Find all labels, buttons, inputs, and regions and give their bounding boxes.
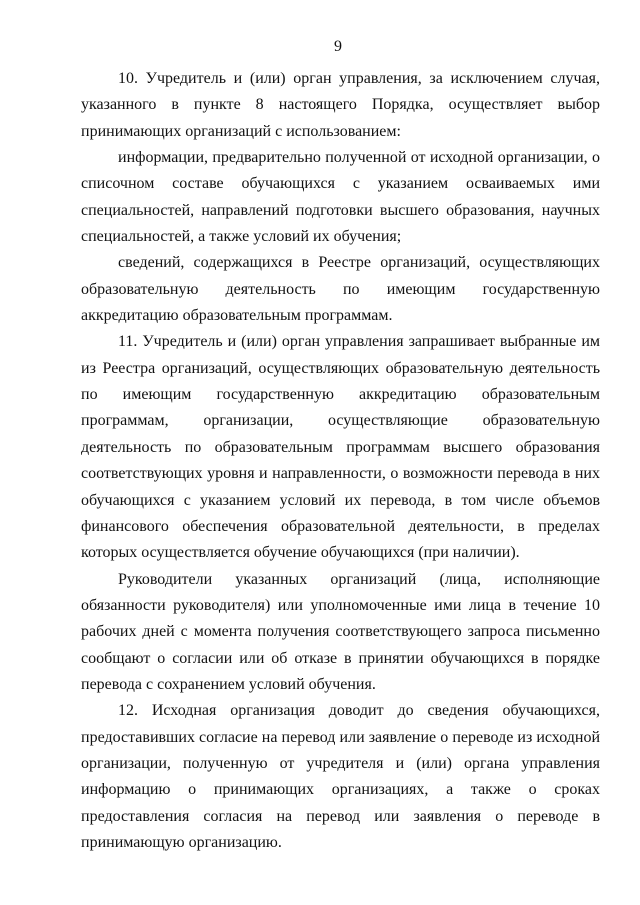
paragraph-item-11: 11. Учредитель и (или) орган управления запрашивает выбранные им из Реестра организаций, осуществляющих образовательную деятельность по имеющим государственную аккредитацию образовательным программам, организации, осуществляющие образовательную деятельность по образовательным программам высшего образования соответствующих уровня и направленности, о возможности перевода в них обучающихся с указанием условий их перевода, в том числе объемов финансового обеспечения образовательной деятельности, в пределах которых осуществляется обучение обучающихся (при наличии). [81, 333, 600, 562]
paragraph-source-info: информации, предварительно полученной от исходной организации, о списочном составе обучающихся с указанием осваиваемых ими специальностей, направлений подготовки высшего образования, научных специальностей, а также условий их обучения; [81, 149, 600, 246]
paragraph-registry-info: сведений, содержащихся в Реестре организаций, осуществляющих образовательную деятельность по имеющим государственную аккредитацию образовательным программам. [81, 254, 600, 325]
page-number: 9 [334, 38, 342, 55]
paragraph-item-12: 12. Исходная организация доводит до сведения обучающихся, предоставивших согласие на перевод или заявление о переводе из исходной организации, полученную от учредителя и (или) органа управления информацию о принимающих организациях, а также о сроках предоставления согласия на перевод или заявления о переводе в принимающую организацию. [81, 702, 600, 851]
document-body [81, 66, 600, 856]
paragraph-heads-response: Руководители указанных организаций (лица, исполняющие обязанности руководителя) или уполномоченные ими лица в течение 10 рабочих дней с момента получения соответствующего запроса письменно сообщают о согласии или об отказе в принятии обучающихся в порядке перевода с сохранением условий обучения. [81, 570, 600, 693]
paragraph-item-10: 10. Учредитель и (или) орган управления, за исключением случая, указанного в пункте 8 настоящего Порядка, осуществляет выбор принимающих организаций с использованием: [81, 70, 600, 140]
